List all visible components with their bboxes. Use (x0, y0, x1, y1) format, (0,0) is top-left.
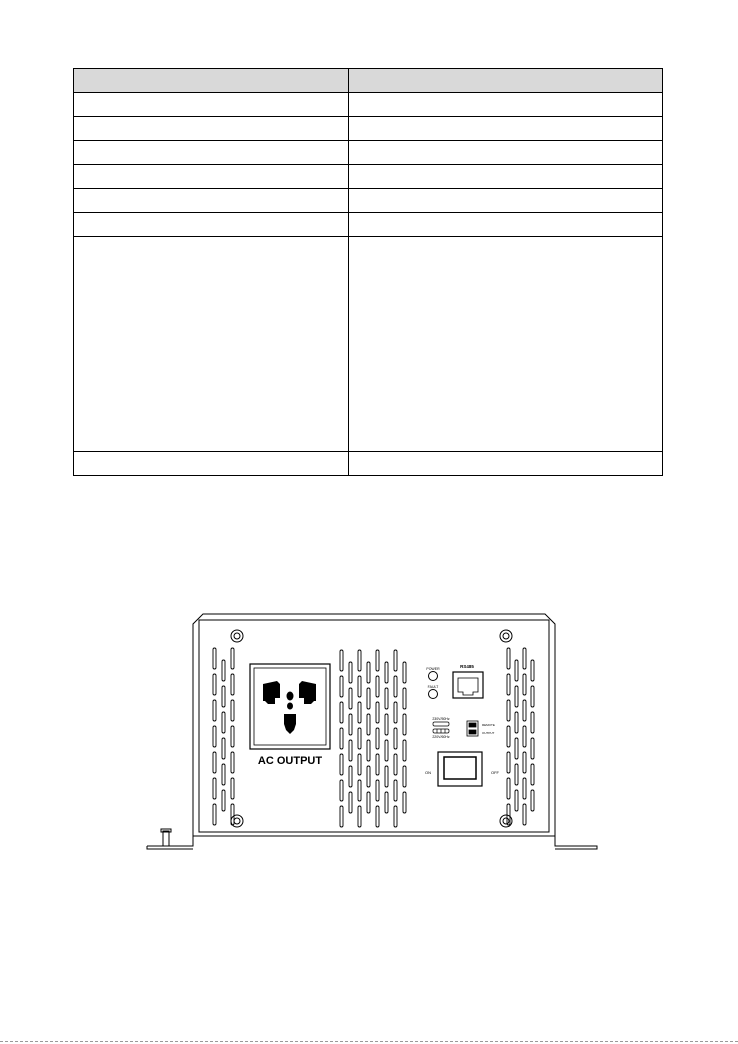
table-cell (349, 189, 663, 213)
vent-slot (385, 766, 388, 787)
table-cell (349, 237, 663, 452)
terminal-label-bottom: OUTPUT (482, 731, 495, 735)
vent-slot (231, 726, 234, 747)
vent-slot (231, 674, 234, 695)
switch-on-label: ON (425, 770, 431, 775)
vent-slot (507, 778, 510, 799)
vent-slot (358, 728, 361, 749)
fault-led-label: FAULT (427, 685, 439, 689)
panel-housing (193, 614, 555, 836)
table-header-row (74, 69, 663, 93)
vent-slot (222, 790, 225, 811)
vent-slot (531, 712, 534, 733)
table-cell (74, 237, 349, 452)
table-cell (74, 189, 349, 213)
inverter-front-panel-illustration (145, 612, 600, 852)
vent-slot (385, 662, 388, 683)
vent-slot (523, 804, 526, 825)
table-cell (74, 117, 349, 141)
vent-slot (523, 778, 526, 799)
table-row (74, 165, 663, 189)
rs485-label: RS485 (460, 664, 474, 669)
vent-slot (358, 650, 361, 671)
vent-slot (349, 740, 352, 761)
power-led-icon (429, 672, 438, 681)
vent-slot (385, 792, 388, 813)
vent-slot (507, 674, 510, 695)
vent-slot (515, 686, 518, 707)
vent-slot (394, 676, 397, 697)
table-row (74, 213, 663, 237)
page-bottom-rule (0, 1041, 738, 1043)
vent-slot (340, 702, 343, 723)
vent-slot (349, 714, 352, 735)
vent-slot (231, 752, 234, 773)
vent-slot (213, 648, 216, 669)
vent-slot (367, 714, 370, 735)
vent-slot (376, 676, 379, 697)
vent-slot (531, 790, 534, 811)
vent-slot (403, 792, 406, 813)
vent-slot (340, 806, 343, 827)
vent-slot (523, 648, 526, 669)
vent-slot (340, 650, 343, 671)
vent-slot (394, 780, 397, 801)
vent-slot (231, 700, 234, 721)
vent-slot (376, 702, 379, 723)
rs485-port-icon (453, 672, 483, 698)
vent-slot (531, 764, 534, 785)
vent-slot (213, 752, 216, 773)
vent-slot (340, 754, 343, 775)
table-cell (349, 141, 663, 165)
vent-slot (367, 766, 370, 787)
vent-slot (358, 806, 361, 827)
table-cell (349, 165, 663, 189)
vent-slot (340, 728, 343, 749)
fault-led-icon (429, 690, 438, 699)
ground-post (163, 831, 169, 846)
vent-slot (523, 726, 526, 747)
table-cell (74, 165, 349, 189)
table-cell (349, 452, 663, 476)
vent-slot (403, 688, 406, 709)
table-row (74, 189, 663, 213)
table-cell (74, 141, 349, 165)
vent-slot (376, 754, 379, 775)
table-cell (349, 117, 663, 141)
vent-slot (403, 714, 406, 735)
vent-slot (531, 660, 534, 681)
right-foot (555, 836, 597, 849)
left-foot (147, 836, 193, 849)
screw-icon (500, 630, 512, 642)
vent-slot (340, 676, 343, 697)
table-cell (349, 93, 663, 117)
inverter-front-panel-svg (145, 612, 600, 852)
vent-slot (394, 702, 397, 723)
panel-face (199, 620, 549, 832)
vent-slot (403, 662, 406, 683)
outlet-socket-icon (263, 681, 316, 734)
vent-slot (222, 712, 225, 733)
vent-slot (213, 804, 216, 825)
table-cell (74, 452, 349, 476)
dip-label-top: 230V/50Hz (432, 717, 450, 721)
vent-slot (231, 778, 234, 799)
vent-slot (222, 738, 225, 759)
switch-off-label: OFF (491, 770, 499, 775)
dip-switch-icon (433, 722, 449, 733)
vent-slot (213, 700, 216, 721)
vent-slot (358, 754, 361, 775)
table-row (74, 141, 663, 165)
vent-slot (394, 728, 397, 749)
vent-slot (358, 676, 361, 697)
table-cell (74, 93, 349, 117)
vent-slot (385, 714, 388, 735)
vent-slot (367, 688, 370, 709)
ac-output-label: AC OUTPUT (257, 755, 323, 767)
vent-slot (367, 740, 370, 761)
vent-slot (394, 754, 397, 775)
vent-slot (515, 764, 518, 785)
table-row (74, 237, 663, 452)
vent-slots (213, 648, 534, 827)
vent-slot (403, 740, 406, 761)
vent-slot (523, 752, 526, 773)
vent-slot (213, 674, 216, 695)
vent-slot (367, 662, 370, 683)
table-cell (349, 213, 663, 237)
table-row (74, 452, 663, 476)
vent-slot (231, 648, 234, 669)
spec-table (73, 68, 663, 476)
vent-slot (349, 662, 352, 683)
table-cell (74, 213, 349, 237)
vent-slot (403, 766, 406, 787)
vent-slot (507, 648, 510, 669)
vent-slot (394, 806, 397, 827)
vent-slot (523, 674, 526, 695)
vent-slot (376, 728, 379, 749)
vent-slot (367, 792, 370, 813)
table-row (74, 117, 663, 141)
vent-slot (358, 780, 361, 801)
header-cell (349, 69, 663, 93)
terminal-label-top: REMOTE (482, 723, 495, 727)
vent-slot (515, 790, 518, 811)
dip-label-bottom: 220V/60Hz (432, 735, 450, 739)
vent-slot (376, 650, 379, 671)
vent-slot (515, 712, 518, 733)
terminal-block-icon (467, 721, 478, 736)
vent-slot (376, 780, 379, 801)
vent-slot (231, 804, 234, 825)
vent-slot (358, 702, 361, 723)
vent-slot (507, 700, 510, 721)
vent-slot (376, 806, 379, 827)
vent-slot (385, 740, 388, 761)
vent-slot (349, 792, 352, 813)
vent-slot (394, 650, 397, 671)
header-cell (74, 69, 349, 93)
vent-slot (222, 686, 225, 707)
vent-slot (213, 726, 216, 747)
power-switch-icon[interactable] (438, 752, 482, 786)
vent-slot (222, 764, 225, 785)
screw-icon (231, 630, 243, 642)
vent-slot (523, 700, 526, 721)
vent-slot (213, 778, 216, 799)
vent-slot (531, 686, 534, 707)
vent-slot (385, 688, 388, 709)
vent-slot (340, 780, 343, 801)
vent-slot (507, 726, 510, 747)
vent-slot (515, 660, 518, 681)
vent-slot (349, 766, 352, 787)
table-row (74, 93, 663, 117)
vent-slot (349, 688, 352, 709)
vent-slot (222, 660, 225, 681)
vent-slot (515, 738, 518, 759)
vent-slot (531, 738, 534, 759)
vent-slot (507, 752, 510, 773)
power-led-label: POWER (426, 667, 440, 671)
